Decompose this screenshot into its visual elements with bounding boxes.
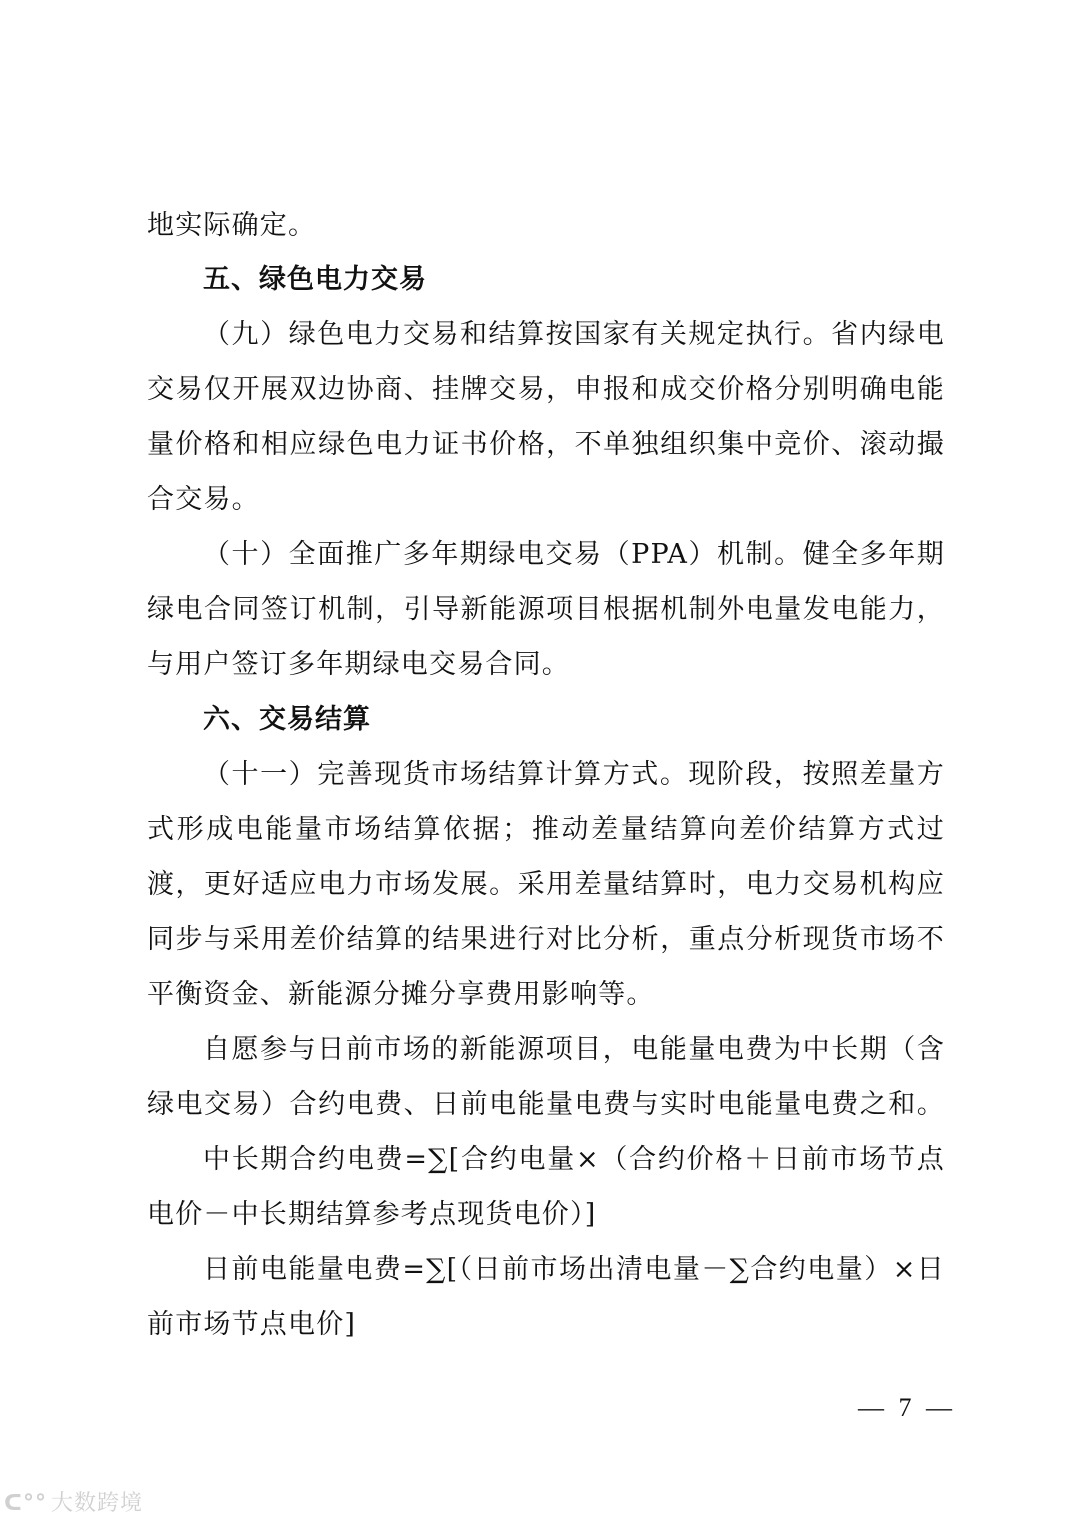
paragraph-line: 量价格和相应绿色电力证书价格，不单独组织集中竞价、滚动撮 <box>147 429 945 460</box>
paragraph-line: 式形成电能量市场结算依据；推动差量结算向差价结算方式过 <box>147 814 945 845</box>
paragraph-line: 绿电交易）合约电费、日前电能量电费与实时电能量电费之和。 <box>147 1089 945 1120</box>
paragraph-line: （十一）完善现货市场结算计算方式。现阶段，按照差量方 <box>203 759 945 790</box>
paragraph-line: 交易仅开展双边协商、挂牌交易，申报和成交价格分别明确电能 <box>147 374 945 405</box>
paragraph-line: 自愿参与日前市场的新能源项目，电能量电费为中长期（含 <box>203 1034 945 1065</box>
section-heading-5: 五、绿色电力交易 <box>203 264 427 295</box>
paragraph-line: 与用户签订多年期绿电交易合同。 <box>147 649 570 680</box>
section-heading-6: 六、交易结算 <box>203 704 371 735</box>
paragraph-line: 渡，更好适应电力市场发展。采用差量结算时，电力交易机构应 <box>147 869 945 900</box>
paragraph-line: 地实际确定。 <box>147 210 317 241</box>
formula-line: 前市场节点电价] <box>147 1309 357 1340</box>
paragraph-line: 平衡资金、新能源分摊分享费用影响等。 <box>147 979 655 1010</box>
paragraph-line: 同步与采用差价结算的结果进行对比分析，重点分析现货市场不 <box>147 924 945 955</box>
paragraph-line: （九）绿色电力交易和结算按国家有关规定执行。省内绿电 <box>203 319 945 350</box>
watermark-logo-icon: ᑕ°° <box>4 1491 47 1516</box>
paragraph-line: 绿电合同签订机制，引导新能源项目根据机制外电量发电能力， <box>147 594 945 625</box>
paragraph-line: 合交易。 <box>147 484 260 515</box>
watermark-text: 大数跨境 <box>50 1491 143 1516</box>
page-number: — 7 — <box>858 1393 956 1422</box>
paragraph-line: （十）全面推广多年期绿电交易（PPA）机制。健全多年期 <box>203 539 945 570</box>
watermark <box>4 1486 143 1517</box>
formula-line: 电价－中长期结算参考点现货电价）] <box>147 1199 597 1230</box>
formula-line: 日前电能量电费=∑[（日前市场出清电量－∑合约电量）×日 <box>203 1254 945 1285</box>
formula-line: 中长期合约电费=∑[合约电量×（合约价格＋日前市场节点 <box>203 1144 945 1175</box>
